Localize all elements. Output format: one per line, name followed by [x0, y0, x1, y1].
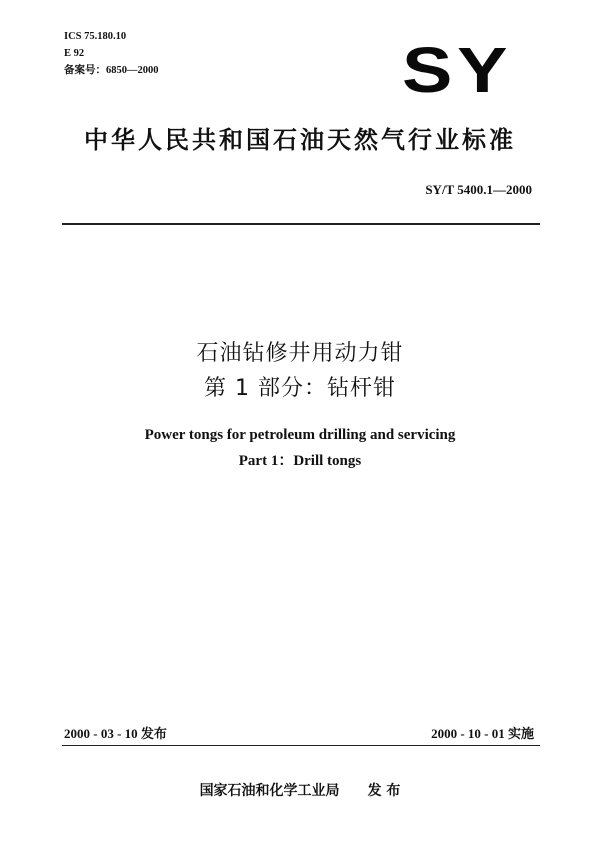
english-title-line-2: Part 1：Drill tongs [238, 453, 362, 469]
effective-date: 2000 - 10 - 01 实施 [431, 726, 534, 741]
publish-date: 2000 - 03 - 10 发布 [64, 726, 167, 741]
document-metadata [64, 28, 159, 79]
issuer-action: 发 布 [367, 783, 401, 799]
issuer-name: 国家石油和化学工业局 [199, 783, 340, 799]
english-title-line-1: Power tongs for petroleum drilling and servicing [144, 427, 456, 443]
organization-title: 中华人民共和国石油天然气行业标准 [84, 126, 516, 154]
header-divider [62, 223, 540, 225]
sy-logo: SY [402, 34, 513, 106]
standard-number: SY/T 5400.1—2000 [425, 182, 532, 197]
issuer [0, 780, 600, 800]
chinese-title-line-1: 石油钻修井用动力钳 [196, 341, 404, 366]
ics-code: ICS 75.180.10 [64, 31, 127, 42]
footer-divider [62, 745, 540, 746]
filing-number: 备案号：6850—2000 [64, 65, 159, 76]
chinese-title-line-2: 第 1 部分：钻杆钳 [204, 376, 396, 401]
category-code: E 92 [64, 48, 85, 59]
